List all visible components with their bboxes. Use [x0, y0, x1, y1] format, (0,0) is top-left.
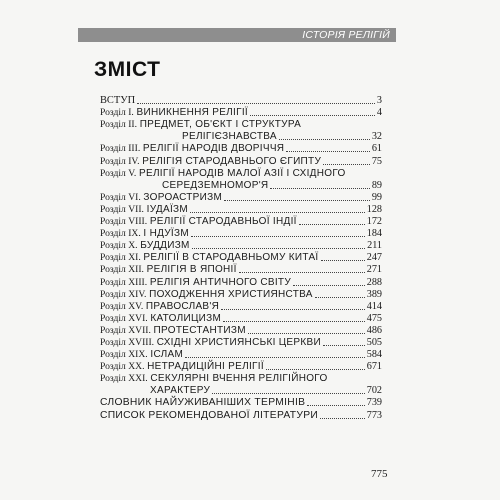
toc-entry	[100, 143, 382, 155]
toc-entry-label	[100, 264, 237, 276]
toc-chapter-title: ПРЕДМЕТ, ОБ'ЄКТ І СТРУКТУРА	[139, 119, 302, 131]
toc-chapter-number: Розділ I.	[100, 107, 134, 119]
toc-chapter-title: І НДУЇЗМ	[143, 228, 189, 240]
toc-page-number: 271	[366, 264, 382, 276]
toc-entry	[100, 301, 382, 313]
toc-page-number: 584	[366, 349, 382, 361]
toc-page-number: 4	[376, 107, 382, 119]
toc-chapter-title: РЕЛІГІЯ В ЯПОНІЇ	[146, 264, 237, 276]
toc-entry-label	[100, 373, 328, 385]
toc-page-number: 475	[366, 312, 382, 324]
toc-chapter-title: РЕЛІГІЯ СТАРОДАВНЬОГО ЄГИПТУ	[142, 155, 322, 167]
toc-chapter-title: РЕЛІГІЇ НАРОДІВ МАЛОЇ АЗІЇ І СХІДНОГО	[139, 167, 346, 179]
toc-chapter-number: Розділ IX.	[100, 228, 141, 240]
toc-leader-dots	[266, 368, 365, 370]
toc-chapter-title-continued: РЕЛІГІЄЗНАВСТВА	[182, 131, 277, 143]
toc-chapter-number: Розділ XVI.	[100, 312, 148, 324]
toc-leader-dots	[191, 235, 365, 237]
toc-leader-dots	[250, 114, 375, 116]
toc-entry	[100, 361, 382, 373]
toc-section-title: СПИСОК РЕКОМЕНДОВАНОЇ ЛІТЕРАТУРИ	[100, 409, 319, 421]
toc-leader-dots	[185, 356, 365, 358]
toc-entry	[100, 119, 382, 131]
toc-chapter-title: КАТОЛИЦИЗМ	[150, 312, 222, 324]
toc-chapter-number: Розділ XIV.	[100, 288, 147, 300]
toc-entry-label	[100, 301, 219, 313]
toc-chapter-number: Розділ III.	[100, 143, 141, 155]
toc-entry	[100, 192, 382, 204]
toc-entry	[100, 240, 382, 252]
toc-page-number: 739	[366, 397, 382, 409]
toc-leader-dots	[279, 138, 370, 140]
toc-page-number: 247	[366, 252, 382, 264]
toc-entry-label	[100, 156, 321, 168]
toc-page-number: 99	[371, 191, 382, 203]
toc-page-number: 61	[371, 143, 382, 155]
toc-leader-dots	[299, 223, 365, 225]
toc-entry	[100, 409, 382, 421]
toc-page-number: 288	[366, 276, 382, 288]
toc-chapter-number: Розділ XX.	[100, 361, 145, 373]
toc-entry-label	[100, 313, 221, 325]
toc-chapter-number: Розділ VI.	[100, 191, 141, 203]
toc-leader-dots	[212, 392, 365, 394]
toc-chapter-number: Розділ XV.	[100, 300, 144, 312]
toc-leader-dots	[321, 259, 365, 261]
toc-chapter-title: ВИНИКНЕННЯ РЕЛІГІЇ	[136, 107, 248, 119]
toc-entry	[100, 252, 382, 264]
toc-entry	[100, 107, 382, 119]
toc-page-number: 211	[367, 240, 382, 252]
toc-section-title: СЛОВНИК НАЙУЖИВАНІШИХ ТЕРМІНІВ	[100, 397, 306, 409]
toc-leader-dots	[320, 417, 365, 419]
toc-section-title: ВСТУП	[100, 95, 136, 107]
toc-entry-label	[100, 204, 188, 216]
toc-chapter-number: Розділ XXI.	[100, 373, 148, 385]
toc-entry	[100, 325, 382, 337]
toc-chapter-title: ЗОРОАСТРИЗМ	[143, 191, 223, 203]
toc-page-number: 505	[366, 336, 382, 348]
toc-entry	[100, 349, 382, 361]
toc-entry-label	[100, 180, 268, 192]
toc-page-number: 75	[371, 155, 382, 167]
toc-entry	[100, 228, 382, 240]
toc-chapter-title: НЕТРАДИЦІЙНІ РЕЛІГІЇ	[147, 361, 264, 373]
toc-entry	[100, 337, 382, 349]
running-header-bar	[78, 28, 396, 42]
toc-leader-dots	[286, 150, 370, 152]
toc-chapter-number: Розділ X.	[100, 240, 138, 252]
toc-chapter-number: Розділ VIII.	[100, 216, 148, 228]
toc-page-number: 414	[366, 300, 382, 312]
toc-entry-label	[100, 216, 297, 228]
toc-entry-continuation	[100, 180, 382, 192]
toc-entry-label	[100, 349, 183, 361]
toc-chapter-title: ІУДАЇЗМ	[146, 203, 188, 215]
toc-entry-label	[100, 361, 264, 373]
toc-entry	[100, 264, 382, 276]
toc-entry-label	[100, 228, 189, 240]
toc-chapter-title: ІСЛАМ	[150, 349, 184, 361]
toc-entry-label	[100, 337, 321, 349]
toc-chapter-title: СЕКУЛЯРНІ ВЧЕННЯ РЕЛІГІЙНОГО	[150, 373, 328, 385]
toc-entry-label	[100, 385, 210, 397]
toc-leader-dots	[221, 308, 365, 310]
toc-chapter-title: СХІДНІ ХРИСТИЯНСЬКІ ЦЕРКВИ	[156, 336, 321, 348]
toc-chapter-number: Розділ XVII.	[100, 324, 151, 336]
toc-leader-dots	[192, 247, 365, 249]
toc-entry	[100, 216, 382, 228]
toc-entry	[100, 168, 382, 180]
toc-leader-dots	[248, 332, 365, 334]
toc-leader-dots	[323, 344, 365, 346]
toc-entry-label	[100, 325, 246, 337]
toc-entry-label	[100, 252, 319, 264]
toc-leader-dots	[270, 187, 369, 189]
toc-entry-label	[100, 410, 318, 422]
toc-entry-label	[100, 107, 248, 119]
toc-chapter-number: Розділ XIX.	[100, 349, 148, 361]
toc-chapter-number: Розділ VII.	[100, 203, 144, 215]
toc-chapter-title: РЕЛІГІЇ СТАРОДАВНЬОЇ ІНДІЇ	[149, 216, 297, 228]
toc-page-number: 3	[376, 95, 382, 107]
toc-page-number: 773	[366, 409, 382, 421]
toc-chapter-title-continued: ХАРАКТЕРУ	[150, 385, 211, 397]
toc-leader-dots	[323, 163, 370, 165]
toc-chapter-number: Розділ XII.	[100, 264, 144, 276]
toc-leader-dots	[137, 102, 375, 104]
toc-chapter-title: ПРАВОСЛАВ'Я	[145, 300, 220, 312]
toc-chapter-number: Розділ V.	[100, 167, 137, 179]
toc-chapter-title: БУДДИЗМ	[140, 240, 190, 252]
toc-entry	[100, 289, 382, 301]
toc-chapter-number: Розділ II.	[100, 119, 138, 131]
toc-chapter-title: ПРОТЕСТАНТИЗМ	[153, 324, 246, 336]
toc-chapter-title: РЕЛІГІЇ В СТАРОДАВНЬОМУ КИТАЇ	[143, 252, 319, 264]
toc-entry-label	[100, 95, 135, 107]
toc-leader-dots	[293, 284, 365, 286]
toc-entry-label	[100, 119, 301, 131]
toc-chapter-number: Розділ XI.	[100, 252, 141, 264]
toc-leader-dots	[239, 271, 365, 273]
toc-entry-label	[100, 397, 305, 409]
toc-entry	[100, 276, 382, 288]
toc-page-number: 184	[366, 228, 382, 240]
running-header-title: ІСТОРІЯ РЕЛІГІЙ	[302, 29, 390, 41]
toc-chapter-title: ПОХОДЖЕННЯ ХРИСТИЯНСТВА	[149, 288, 313, 300]
toc-chapter-number: Розділ XVIII.	[100, 336, 155, 348]
toc-leader-dots	[190, 211, 365, 213]
toc-entry-continuation	[100, 385, 382, 397]
toc-chapter-title: РЕЛІГІЯ АНТИЧНОГО СВІТУ	[149, 276, 291, 288]
toc-entry-label	[100, 289, 313, 301]
toc-page-number: 389	[366, 288, 382, 300]
toc-leader-dots	[315, 296, 365, 298]
toc-entry	[100, 155, 382, 167]
toc-entry-label	[100, 143, 284, 155]
toc-chapter-title-continued: СЕРЕДЗЕМНОМОР'Я	[162, 179, 269, 191]
toc-chapter-number: Розділ IV.	[100, 155, 140, 167]
toc-entry-continuation	[100, 131, 382, 143]
toc-page-number: 89	[371, 179, 382, 191]
toc-entry	[100, 373, 382, 385]
table-of-contents	[100, 95, 382, 422]
toc-entry	[100, 397, 382, 409]
page-title: ЗМІСТ	[94, 58, 161, 81]
toc-page-number: 486	[366, 324, 382, 336]
toc-leader-dots	[223, 320, 365, 322]
toc-entry-label	[100, 131, 277, 143]
toc-entry	[100, 204, 382, 216]
toc-entry	[100, 313, 382, 325]
toc-entry-label	[100, 277, 291, 289]
toc-entry-label	[100, 168, 346, 180]
toc-page-number: 172	[366, 216, 382, 228]
toc-page-number: 128	[366, 203, 382, 215]
toc-entry-label	[100, 240, 190, 252]
toc-chapter-title: РЕЛІГІЇ НАРОДІВ ДВОРІЧЧЯ	[142, 143, 285, 155]
toc-leader-dots	[224, 199, 370, 201]
toc-page-number: 671	[366, 361, 382, 373]
toc-leader-dots	[307, 404, 364, 406]
page-number: 775	[371, 468, 388, 480]
toc-entry	[100, 95, 382, 107]
toc-entry-label	[100, 192, 222, 204]
toc-page-number: 702	[366, 385, 382, 397]
toc-page-number: 32	[371, 131, 382, 143]
toc-chapter-number: Розділ XIII.	[100, 276, 148, 288]
